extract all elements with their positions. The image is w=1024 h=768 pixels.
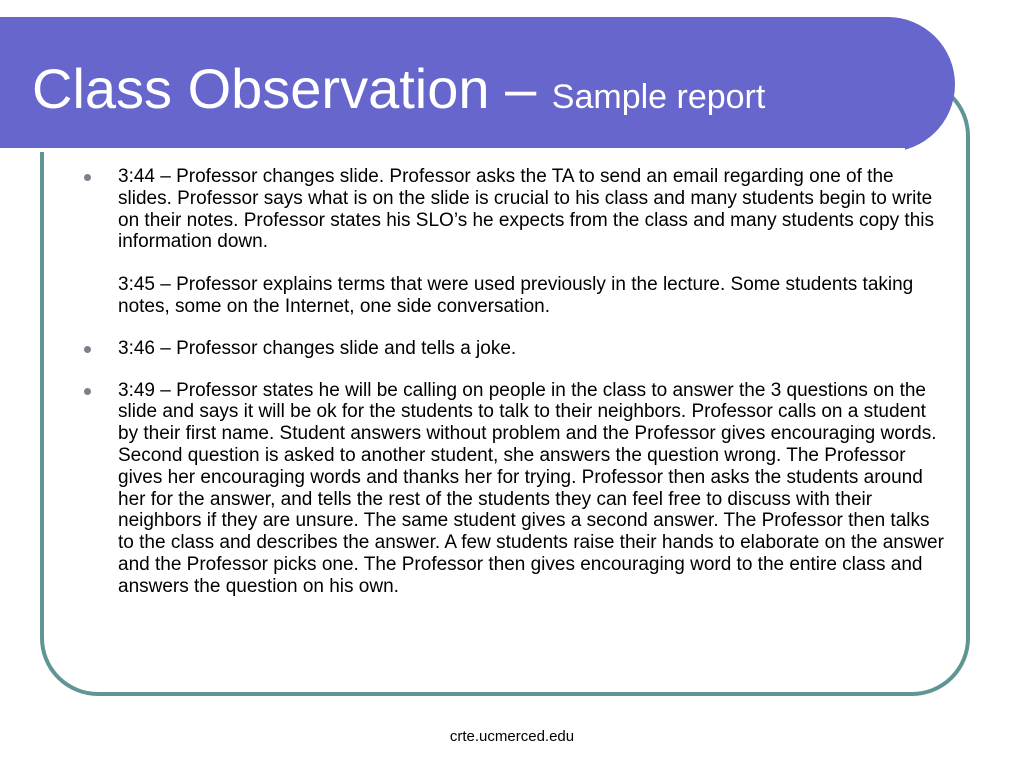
bullet-icon <box>84 388 91 395</box>
title-main: Class Observation – <box>32 57 552 120</box>
bullet-paragraph: 3:49 – Professor states he will be calling on people in the class to answer the 3 questions on the slide and says it will be ok for the students to talk to their neighbors. Professor calls on a student by their first name. Student answers without problem and the Professor gives encouraging words. Second question is asked to another student, she answers the question wrong. The Professor gives her encouraging words and thanks her for trying. Professor then asks the students around her for the answer, and tells the rest of the students they can feel free to discuss with their neighbors if they are unsure. The same student gives a second answer. The Professor then talks to the class and describes the answer. A few students raise their hands to elaborate on the answer and the Professor picks one. The Professor then gives encouraging word to the entire class and answers the question on his own. <box>118 379 944 597</box>
title-subtitle: Sample report <box>551 78 766 116</box>
bullet-icon <box>84 174 91 181</box>
bullet-item <box>82 380 948 598</box>
bullet-paragraph: 3:45 – Professor explains terms that were used previously in the lecture. Some students taking notes, some on the Internet, one side conversation. <box>118 274 914 317</box>
slide-title <box>32 57 766 120</box>
bullet-list <box>82 166 948 618</box>
bullet-paragraph: 3:46 – Professor changes slide and tells a joke. <box>118 337 517 359</box>
bullet-item <box>82 166 948 318</box>
bullet-item <box>82 338 948 360</box>
bullet-icon <box>84 346 91 353</box>
title-band <box>0 17 955 152</box>
footer-url: crte.ucmerced.edu <box>449 728 575 745</box>
title-underline <box>0 148 905 152</box>
bullet-paragraph: 3:44 – Professor changes slide. Professor asks the TA to send an email regarding one of the slides. Professor says what is on the slide is crucial to his class and many students begin to write on their notes. Professor states his SLO’s he expects from the class and many students copy this information down. <box>118 166 934 253</box>
